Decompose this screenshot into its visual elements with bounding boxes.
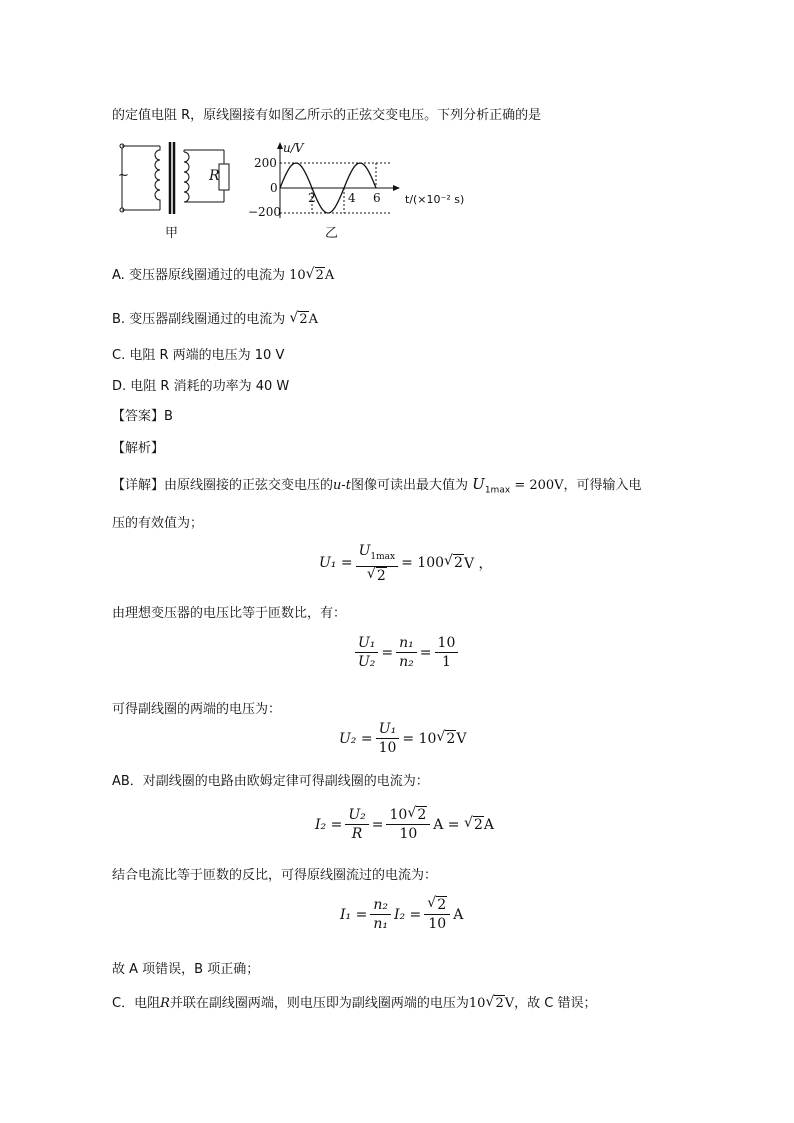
y-tick-200: 200 [254, 156, 277, 170]
option-b: B. 变压器副线圈通过的电流为 √ 2A [112, 308, 318, 327]
figure-caption-yi: 乙 [325, 226, 339, 241]
option-d: D. 电阻 R 消耗的功率为 40 W [112, 379, 290, 394]
y-tick-0: 0 [270, 181, 278, 195]
detail-line-7: 故 A 项错误，B 项正确； [112, 962, 260, 977]
primary-coil [155, 146, 160, 210]
equation-4: I₂ = $\frac{\text{U₂}}{R}$ = $\frac{10√ 2}{10}$ A = √ 2 A [315, 806, 494, 843]
equation-2: $\frac{\text{U₁}}{\text{U₂}}$ = $\frac{\text{n₁}}{\text{n₂}}$ = $\frac{10}{1}$ [352, 634, 461, 671]
figure-caption-jia: 甲 [165, 226, 179, 241]
option-a: A. 变压器原线圈通过的电流为 10√ 2A [112, 264, 334, 283]
x-tick-2: 2 [308, 191, 316, 205]
resistor-label: R [209, 168, 220, 184]
equation-1: U₁ = $U_{1max}$ √ 2 = 100 √ 2 V ， [319, 542, 493, 585]
transformer-diagram [112, 138, 242, 220]
equation-5: I₁ = $\frac{\text{n₂}}{\text{n₁}}$ I₂ = √ $\frac{2}{10}$ A [340, 896, 463, 933]
y-axis-label: u/V [283, 141, 304, 155]
resistor-box [219, 164, 229, 190]
x-tick-6: 6 [373, 191, 381, 205]
detail-line-3: 由理想变压器的电压比等于匝数比，有： [112, 606, 347, 621]
x-axis-label: t/(×10⁻² s) [405, 193, 465, 206]
detail-line-5: AB．对副线圈的电路由欧姆定律可得副线圈的电流为： [112, 774, 429, 789]
option-c: C. 电阻 R 两端的电压为 10 V [112, 348, 285, 363]
analysis-label: 【解析】 [112, 441, 165, 456]
detail-line-2: 压的有效值为； [112, 516, 204, 531]
secondary-coil [184, 152, 189, 202]
intro-text: 的定值电阻 R，原线圈接有如图乙所示的正弦交变电压。下列分析正确的是 [112, 108, 542, 123]
detail-line-1: 【详解】由原线圈接的正弦交变电压的u-t图像可读出最大值为 $U_{1max} = 200V$，可得输入电 [112, 475, 642, 496]
detail-line-8: C．电阻R并联在副线圈两端，则电压即为副线圈两端的电压为10√ 2V，故 C 错误； [112, 992, 596, 1011]
ac-source-symbol: ~ [118, 168, 129, 183]
answer-line: 【答案】B [112, 409, 173, 424]
equation-3: U₂ = $\frac{\text{U₁}}{10}$ = 10 √ 2 V [339, 720, 466, 757]
x-tick-4: 4 [348, 191, 356, 205]
detail-line-4: 可得副线圈的两端的电压为： [112, 702, 282, 717]
y-tick-neg200: −200 [248, 205, 281, 219]
detail-line-6: 结合电流比等于匝数的反比，可得原线圈流过的电流为： [112, 868, 438, 883]
